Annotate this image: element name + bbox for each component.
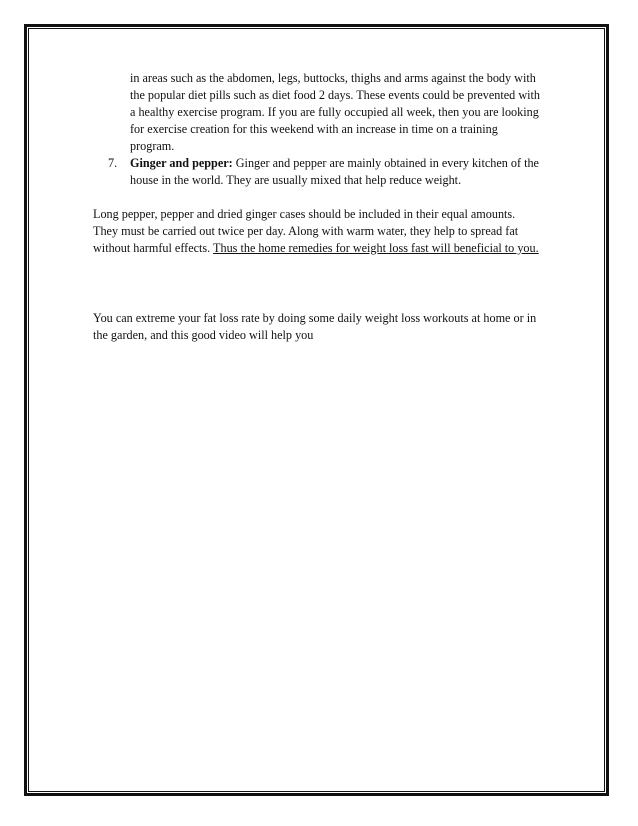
paragraph-remedy <box>93 206 543 257</box>
list-item-heading: Ginger and pepper: <box>130 156 233 170</box>
list-item-text: Ginger and pepper are mainly obtained in every kitchen of the house in the world. They are usually mixed that help reduce weight. <box>130 156 539 187</box>
underlined-link-text[interactable]: Thus the home remedies for weight loss fast will beneficial to you. <box>213 241 539 255</box>
paragraph-workout: You can extreme your fat loss rate by doing some daily weight loss workouts at home or in the garden, and this good video will help you <box>93 311 537 342</box>
list-continuation-text: in areas such as the abdomen, legs, buttocks, thighs and arms against the body with the popular diet pills such as diet food 2 days. These events could be prevented with a healthy exercise program. If you are fully occupied all week, then you are looking for exercise creation for this weekend with an increase in time on a training program. <box>130 71 540 153</box>
document-body <box>93 70 543 344</box>
list-item-ginger-pepper <box>108 155 543 189</box>
list-number: 7. <box>108 156 118 170</box>
paragraph-remedy-text: Long pepper, pepper and dried ginger cases should be included in their equal amounts. They must be carried out twice per day. Along with warm water, they help to spread fat without harmful effects. <box>93 207 519 255</box>
